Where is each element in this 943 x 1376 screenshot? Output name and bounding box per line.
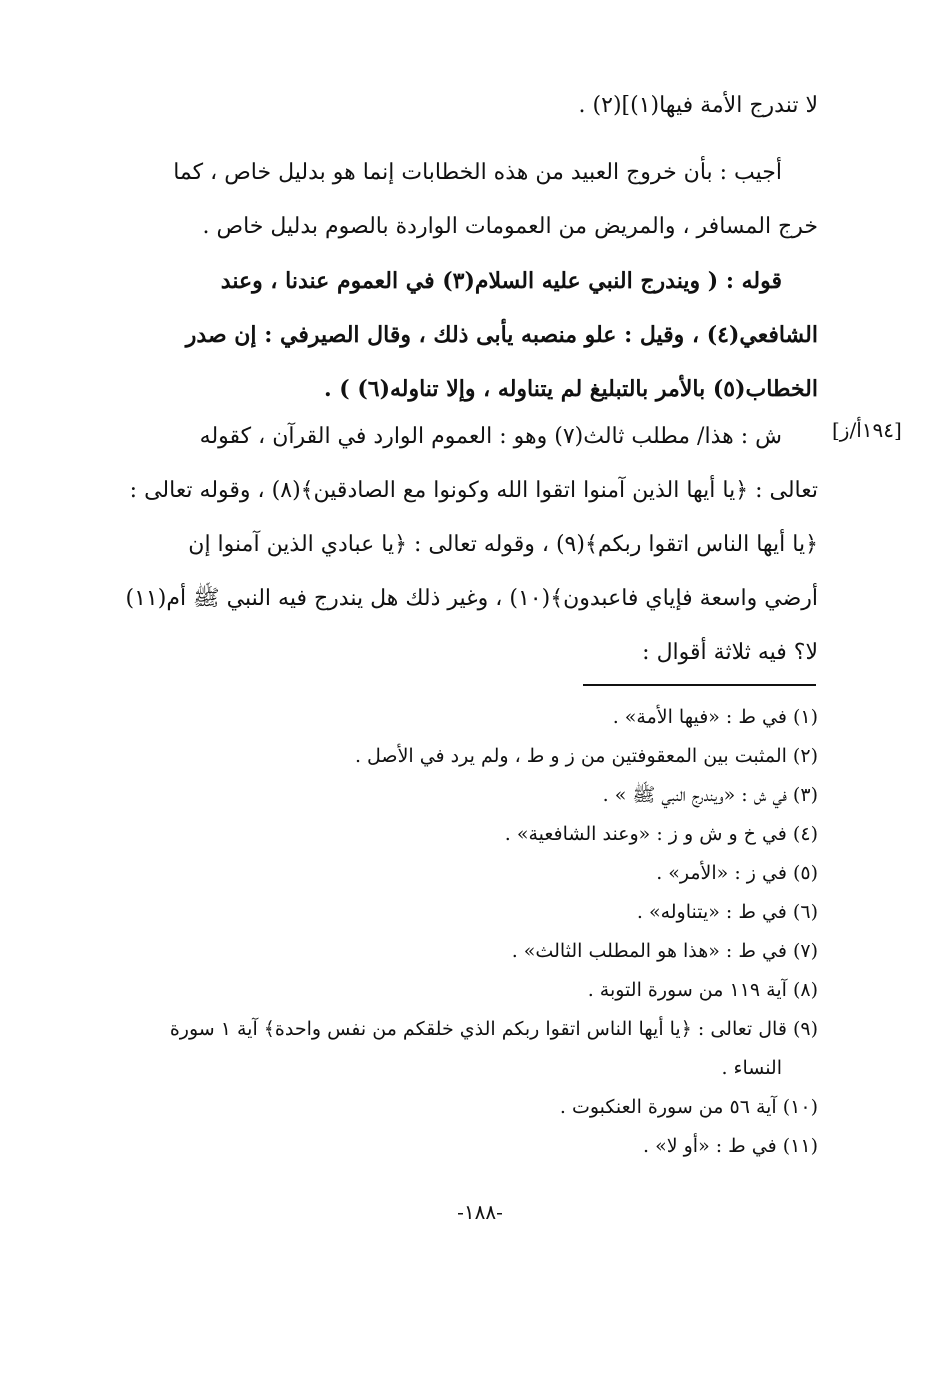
quoted-text-paragraph xyxy=(128,254,818,416)
footnote: (٧) في ط : «هذا هو المطلب الثالث» . xyxy=(511,940,818,962)
footnote: (٥) في ز : «الأمر» . xyxy=(656,862,818,884)
body-line: أجيب : بأن خروج العبيد من هذه الخطابات إنما هو بدليل خاص ، كما xyxy=(173,160,782,185)
body-line: أرضي واسعة فإياي فاعبدون﴾(١٠) ، وغير ذلك هل يندرج فيه النبي ﷺ أم(١١) xyxy=(125,586,818,611)
page-number: -١٨٨- xyxy=(457,1200,503,1224)
commentary-paragraph xyxy=(125,410,818,680)
body-line: الشافعي(٤) ، وقيل : علو منصبه يأبى ذلك ، وقال الصيرفي : إن صدر xyxy=(185,322,818,348)
footnote: (٦) في ط : «يتناوله» . xyxy=(636,901,818,923)
footnote: (١) في ط : «فيها الأمة» . xyxy=(612,706,818,728)
body-line: ﴿يا أيها الناس اتقوا ربكم﴾(٩) ، وقوله تعالى : ﴿يا عبادي الذين آمنوا إن xyxy=(188,532,818,557)
footnote: (١١) في ط : «أو لا» . xyxy=(643,1135,818,1157)
body-line: الخطاب(٥) بالأمر بالتبليغ لم يتناوله ، وإلا تناوله(٦) ) . xyxy=(323,376,818,402)
answer-paragraph xyxy=(128,146,818,254)
body-line: لا تندرج الأمة فيها(١)](٢) . xyxy=(578,93,818,118)
footnote: (٤) في خ و ش و ز : «وعند الشافعية» . xyxy=(504,823,818,845)
body-line: قوله : ( ويندرج النبي عليه السلام(٣) في العموم عندنا ، وعند xyxy=(220,268,782,294)
opening-line xyxy=(128,79,818,133)
footnote-continuation: النساء . xyxy=(721,1057,782,1079)
footnote: (١٠) آية ٥٦ من سورة العنكبوت . xyxy=(559,1096,818,1118)
footnote: (٨) آية ١١٩ من سورة التوبة . xyxy=(587,979,818,1001)
body-line: خرج المسافر ، والمريض من العمومات الواردة بالصوم بدليل خاص . xyxy=(202,214,818,239)
body-line: تعالى : ﴿يا أيها الذين آمنوا اتقوا الله وكونوا مع الصادقين﴾(٨) ، وقوله تعالى : xyxy=(129,478,818,503)
body-line: لا؟ فيه ثلاثة أقوال : xyxy=(642,640,818,665)
body-line: ش : هذا/ مطلب ثالث(٧) وهو : العموم الوارد في القرآن ، كقوله xyxy=(199,424,782,449)
manuscript-folio-note: [١٩٤أ/ز] xyxy=(832,418,902,442)
footnote-divider xyxy=(583,684,816,686)
footnote: (٣) في ش : «ويندرج النبي ﷺ » . xyxy=(602,784,818,806)
footnote: (٢) المثبت بين المعقوفتين من ز و ط ، ولم يرد في الأصل . xyxy=(354,745,818,767)
footnote: (٩) قال تعالى : ﴿يا أيها الناس اتقوا ربكم الذي خلقكم من نفس واحدة﴾ آية ١ سورة xyxy=(169,1018,818,1040)
footnotes xyxy=(113,698,818,1166)
